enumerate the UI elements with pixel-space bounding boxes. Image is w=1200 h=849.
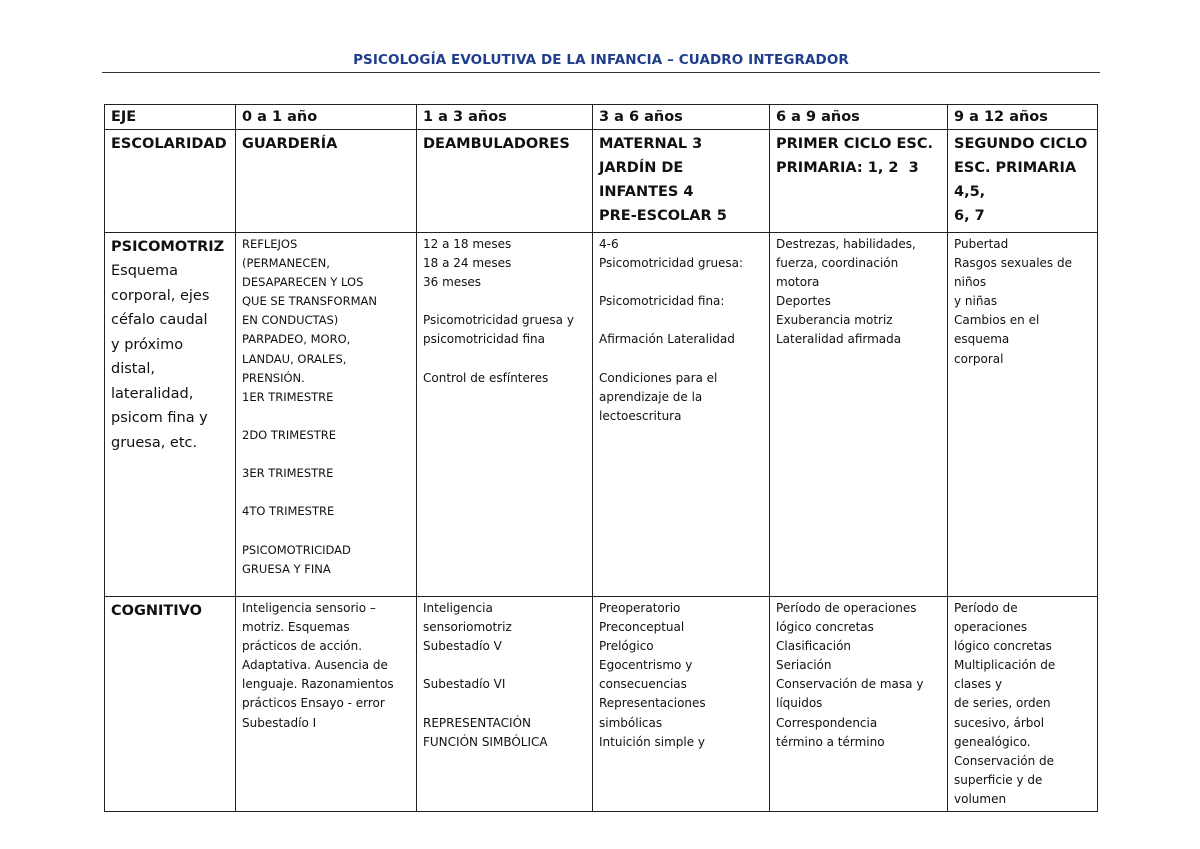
title-underline <box>102 72 1100 73</box>
psicomotriz-cell <box>417 233 593 597</box>
cell-line: Adaptativa. Ausencia de <box>242 658 388 673</box>
cell-line: Psicomotricidad fina: <box>599 294 725 309</box>
cell-line: Exuberancia motriz <box>776 313 893 328</box>
cognitivo-cell <box>593 597 770 812</box>
cell-line: Clasificación <box>776 639 852 654</box>
cell-line: y próximo <box>111 336 184 353</box>
header-row <box>105 105 1098 130</box>
cell-line: DESAPARECEN Y LOS <box>242 275 364 290</box>
escolaridad-cell <box>593 130 770 233</box>
integrative-table <box>104 104 1098 812</box>
cell-line: MATERNAL 3 <box>599 136 703 152</box>
cell-line: Subestadío VI <box>423 677 506 692</box>
header-3-6: 3 a 6 años <box>593 105 770 130</box>
cell-line: gruesa, etc. <box>111 434 198 451</box>
cell-line: Intuición simple y <box>599 734 706 749</box>
cell-line <box>423 656 587 675</box>
cell-line: prácticos de acción. <box>242 639 363 654</box>
cell-line: REPRESENTACIÓN <box>423 715 531 730</box>
cell-line: Subestadío I <box>242 715 317 730</box>
cell-line: GUARDERÍA <box>242 136 338 152</box>
cell-line <box>599 311 764 330</box>
cell-line <box>599 350 764 369</box>
cell-line: 3ER TRIMESTRE <box>242 466 334 481</box>
cell-line: 18 a 24 meses <box>423 256 512 271</box>
row-cognitivo <box>105 597 1098 812</box>
header-eje: EJE <box>105 105 236 130</box>
cell-line: lógico concretas <box>954 639 1052 654</box>
cell-line: sensoriomotriz <box>423 620 512 635</box>
cell-line <box>423 350 587 369</box>
row-psicomotriz <box>105 233 1098 597</box>
cell-line: REFLEJOS <box>242 237 298 251</box>
cell-line <box>423 694 587 713</box>
cell-line: Prelógico <box>599 639 654 654</box>
header-0-1: 0 a 1 año <box>236 105 417 130</box>
cell-line: lectoescritura <box>599 408 682 423</box>
document-title: PSICOLOGÍA EVOLUTIVA DE LA INFANCIA – CUADRO INTEGRADOR <box>353 52 849 68</box>
cell-line: de series, orden <box>954 696 1051 711</box>
cell-line: corporal <box>954 351 1004 366</box>
psicomotriz-cell <box>948 233 1098 597</box>
cell-line: lenguaje. Razonamientos <box>242 677 394 692</box>
cell-line: Multiplicación de clases y <box>954 658 1060 692</box>
cognitivo-cell <box>236 597 417 812</box>
cell-line: psicomotricidad fina <box>423 332 545 347</box>
cell-line: Destrezas, habilidades, <box>776 237 916 251</box>
psicomotriz-cell <box>593 233 770 597</box>
cell-line: Conservación de <box>954 753 1055 768</box>
cell-line: 6, 7 <box>954 208 985 224</box>
cell-line: Correspondencia <box>776 715 878 730</box>
row-label-cognitivo: COGNITIVO <box>105 597 236 812</box>
cell-line <box>599 273 764 292</box>
cell-line: distal, <box>111 361 155 377</box>
cell-line <box>242 407 411 426</box>
row-label-psicomotriz <box>105 233 236 597</box>
cell-line: lógico concretas <box>776 620 874 635</box>
cell-line: FUNCIÓN SIMBÓLICA <box>423 734 548 749</box>
psicomotriz-cell <box>236 233 417 597</box>
cell-line: superficie y de volumen <box>954 772 1047 806</box>
cell-line: Rasgos sexuales de niños <box>954 256 1076 290</box>
cell-line: corporal, ejes <box>111 287 210 304</box>
cell-line: QUE SE TRANSFORMAN <box>242 294 377 309</box>
psicomotriz-description <box>111 259 230 455</box>
cell-line: PRIMER CICLO ESC. <box>776 136 934 152</box>
cell-line: DEAMBULADORES <box>423 136 570 152</box>
cell-line: psicom fina y <box>111 410 208 426</box>
escolaridad-cell <box>770 130 948 233</box>
cell-line: consecuencias <box>599 677 687 692</box>
cell-line: SEGUNDO CICLO <box>954 136 1088 152</box>
cell-line: 4-6 <box>599 237 619 251</box>
cell-line: PRENSIÓN. <box>242 370 305 385</box>
escolaridad-cell <box>948 130 1098 233</box>
cell-line <box>423 292 587 311</box>
cell-line: fuerza, coordinación <box>776 256 899 271</box>
escolaridad-cell <box>236 130 417 233</box>
cell-line: Lateralidad afirmada <box>776 332 902 347</box>
cell-line: Egocentrismo y <box>599 658 693 673</box>
cell-line <box>242 445 411 464</box>
cell-line: PRE-ESCOLAR 5 <box>599 208 727 224</box>
cell-line: PARPADEO, MORO, <box>242 332 351 347</box>
cell-line: motriz. Esquemas <box>242 620 350 635</box>
cell-line: 2DO TRIMESTRE <box>242 427 337 442</box>
cell-line: 36 meses <box>423 275 482 290</box>
cell-line: Conservación de masa y <box>776 677 924 692</box>
cell-line: LANDAU, ORALES, <box>242 351 347 366</box>
psicomotriz-title: PSICOMOTRIZ <box>111 239 225 255</box>
escolaridad-cell <box>417 130 593 233</box>
cell-line: 1ER TRIMESTRE <box>242 389 334 404</box>
header-9-12: 9 a 12 años <box>948 105 1098 130</box>
cell-line: Período de operaciones <box>954 601 1028 635</box>
psicomotriz-cell <box>770 233 948 597</box>
cell-line: Deportes <box>776 294 831 309</box>
cell-line: Inteligencia <box>423 601 493 615</box>
cell-line: Seriación <box>776 658 832 673</box>
cell-line: (PERMANECEN, <box>242 256 330 271</box>
header-1-3: 1 a 3 años <box>417 105 593 130</box>
cell-line: sucesivo, árbol <box>954 715 1045 730</box>
cell-line: 4TO TRIMESTRE <box>242 504 335 519</box>
cell-line: Pubertad <box>954 237 1009 251</box>
cell-line: PSICOMOTRICIDAD <box>242 542 351 557</box>
cell-line: lateralidad, <box>111 385 194 402</box>
cell-line: Preconceptual <box>599 620 685 635</box>
cell-line: simbólicas <box>599 715 663 730</box>
header-6-9: 6 a 9 años <box>770 105 948 130</box>
cell-line: Psicomotricidad gruesa: <box>599 256 744 271</box>
row-label-escolaridad: ESCOLARIDAD <box>105 130 236 233</box>
cell-line: motora <box>776 275 820 290</box>
cognitivo-cell <box>770 597 948 812</box>
cell-line: 12 a 18 meses <box>423 237 512 251</box>
cell-line: céfalo caudal <box>111 312 208 328</box>
cell-line: líquidos <box>776 696 823 711</box>
cell-line: Preoperatorio <box>599 601 681 615</box>
cell-line <box>242 521 411 540</box>
cell-line: Período de operaciones <box>776 601 917 615</box>
cell-line: EN CONDUCTAS) <box>242 313 339 328</box>
cell-line: Afirmación Lateralidad <box>599 332 735 347</box>
cell-line: Cambios en el esquema <box>954 313 1044 347</box>
row-escolaridad <box>105 130 1098 233</box>
cell-line: ESC. PRIMARIA 4,5, <box>954 160 1082 200</box>
cell-line: Subestadío V <box>423 639 502 654</box>
cognitivo-cell <box>417 597 593 812</box>
cell-line <box>242 483 411 502</box>
cell-line: Esquema <box>111 263 179 279</box>
cell-line: término a término <box>776 734 885 749</box>
cell-line: Control de esfínteres <box>423 370 549 385</box>
cell-line: PRIMARIA: 1, 2 3 <box>776 160 919 176</box>
cell-line: INFANTES 4 <box>599 184 694 200</box>
cell-line: Representaciones <box>599 696 706 711</box>
cell-line: prácticos Ensayo - error <box>242 696 385 711</box>
cell-line: JARDÍN DE <box>599 160 684 176</box>
cell-line: Inteligencia sensorio – <box>242 601 376 615</box>
cell-line: GRUESA Y FINA <box>242 561 331 576</box>
cell-line: Psicomotricidad gruesa y <box>423 313 574 328</box>
cell-line: Condiciones para el <box>599 370 718 385</box>
cell-line: y niñas <box>954 294 998 309</box>
cognitivo-cell <box>948 597 1098 812</box>
cell-line: genealógico. <box>954 734 1031 749</box>
cell-line: aprendizaje de la <box>599 389 703 404</box>
